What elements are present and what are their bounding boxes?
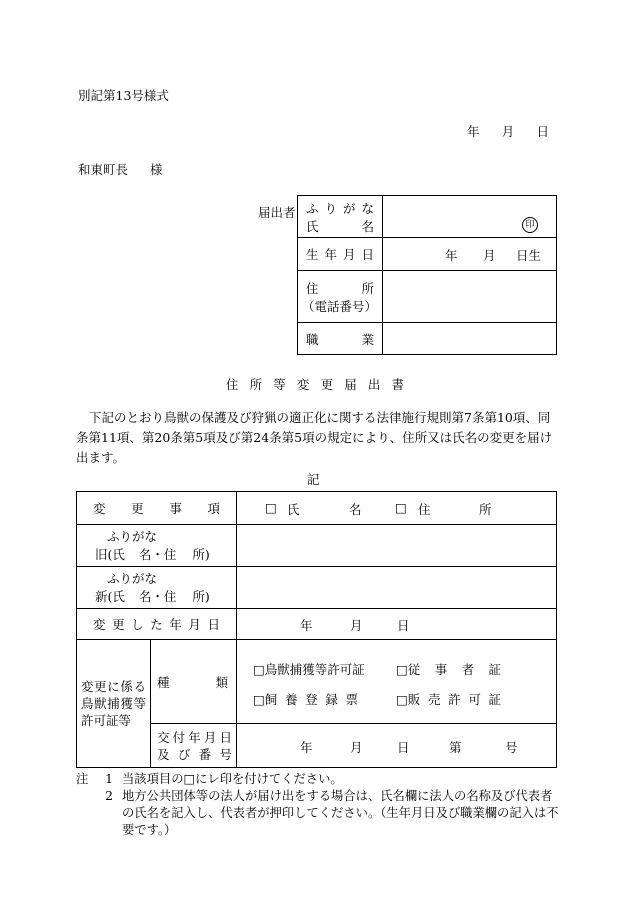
furigana-name-label: ふ り が な 氏 名	[298, 196, 383, 238]
checkbox-breeding-registration[interactable]: □飼 養 登 録 票	[253, 691, 358, 707]
checkbox-sales-permit[interactable]: □販 売 許 可 証	[396, 691, 501, 707]
change-item-label: 変 更 事 項	[77, 492, 237, 525]
body-text: 下記のとおり鳥獣の保護及び狩猟の適正化に関する法律施行規則第7条第10項、同条第11項、第20条第5項及び第24条第5項の規定により、住所又は氏名の変更を届け出ます。	[76, 410, 553, 465]
permit-label: 変 更 に 係 る 鳥 獣 捕 獲 等 許可証等	[77, 640, 151, 768]
name-field[interactable]	[383, 196, 557, 238]
kind-label: 種 類	[151, 640, 237, 724]
document-title: 住 所 等 変 更 届 出 書	[226, 377, 404, 392]
old-name-address-label: ふりがな 旧(氏 名・住 所)	[77, 525, 237, 567]
applicant-label: 届出者	[258, 205, 296, 220]
checkbox-name[interactable]: □	[265, 500, 277, 515]
note-label: 注	[76, 772, 89, 786]
date-line: 年 月 日	[467, 124, 549, 139]
change-date-field[interactable]: 年 月 日	[237, 609, 557, 640]
ki-marker: 記	[307, 472, 320, 487]
job-label: 職 業	[298, 323, 383, 355]
job-field[interactable]	[383, 323, 557, 355]
note-1: 注 1 当該項目の□にレ印を付けてください。	[76, 772, 343, 786]
change-item-options: □ 氏 名 □ 住 所	[237, 492, 557, 525]
checkbox-capture-permit[interactable]: □鳥獣捕獲等許可証	[253, 661, 365, 677]
form-id: 別記第13号様式	[78, 88, 169, 103]
seal-mark: 印	[522, 217, 538, 233]
birth-field[interactable]: 年 月 日生	[383, 238, 557, 271]
kind-options	[237, 640, 557, 724]
new-name-address-label: ふりがな 新(氏 名・住 所)	[77, 567, 237, 609]
old-name-address-field[interactable]	[237, 525, 557, 567]
applicant-table	[297, 195, 557, 355]
address-label: 住 所 （電話番号）	[298, 271, 383, 323]
notes	[76, 771, 560, 839]
change-table	[76, 491, 557, 768]
issue-field[interactable]: 年 月 日 第 号	[237, 724, 557, 768]
checkbox-address[interactable]: □	[395, 500, 407, 515]
new-name-address-field[interactable]	[237, 567, 557, 609]
address-field[interactable]	[383, 271, 557, 323]
birth-label: 生 年 月 日	[298, 238, 383, 271]
note-2: 2 地方公共団体等の法人が届け出をする場合は、氏名欄に法人の名称及び代表者の氏名を記入し、代表者が押印してください。（生年月日及び職業欄の記入は不要です。）	[105, 789, 559, 837]
issue-label: 交 付 年 月 日 及 び 番 号	[151, 724, 237, 768]
addressee: 和東町長 様	[78, 162, 163, 177]
phone-label: （電話番号）	[302, 298, 378, 314]
checkbox-worker-cert[interactable]: □従 事 者 証	[396, 661, 501, 677]
change-date-label: 変 更 し た 年 月 日	[77, 609, 237, 640]
